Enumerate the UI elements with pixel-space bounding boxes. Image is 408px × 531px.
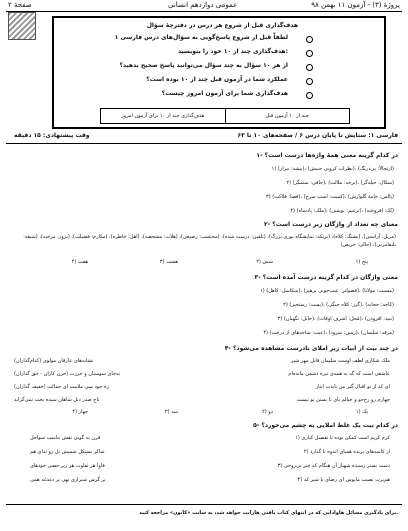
footer-divider	[6, 504, 402, 505]
bullet-circle	[306, 64, 313, 71]
option: ۴) (عیب: شاخه‌های از درخت)، (زمین: سرود)، (مرقد: سلیمان)	[263, 330, 394, 336]
choice: ۲) شش	[256, 259, 273, 265]
goal-table	[100, 108, 350, 124]
poem-line-left: فاوا هر تفاوت هر زیر خصی خودهای	[30, 463, 105, 469]
poem-line-right: ملک شکاری لطف اوست سلیمان قابل مهر شیر	[290, 358, 390, 364]
question-3: ۳- معنی واژگان در کدام گزینه درست آمده است؟	[254, 274, 398, 281]
question-2-words: (مربل: آراستن)، (بشنگ: کلاه)، (برتکه: نمایشگاه نوری بزرگ)، (تلقین: درست شده)، (محتسب: رضیعی)، (هلات: مشخصه)، (اهل: خاطره)، (مکارم: فضیلت)، (بروز: مرخیه)، (شبقه: بلنقامرتی)، (حالی: حریص)	[23, 234, 396, 248]
project-title: پروژهٔ (۳) - آزمون ۱۱ بهمن ۹۸	[311, 1, 400, 9]
option: ۳) (حایل: نگهبان)، (مُحل: اشرف اوقات)، (نبیه: افزودن)	[277, 316, 394, 322]
bullet-circle	[306, 92, 313, 99]
poem-line-right: ۱) کرم کریم است کمکن بوده تا تفصیل کیاری	[295, 435, 390, 441]
question-2: ۲- معنای چه تعداد از واژگان زیر درست است؟	[263, 221, 398, 228]
choice: ۴) چهار	[72, 409, 88, 415]
choice: ۱) پنج	[355, 259, 368, 265]
choice: ۴) هفت	[71, 259, 88, 265]
goal-line: عملکرد شما در آزمون قبل چند از ۱۰ بوده است؟	[146, 76, 288, 83]
poem-line-left: شاکر بستکل شمیش تل رو ندای هم	[30, 449, 105, 455]
footnote: برای یادگیری مسائل هاوادایی که در انتهای کتاب یافتی هارایت خواهد شد، به سایت «کانون» مراجعه کنید.	[139, 510, 398, 516]
poem-line-right: چهارم رو رخ‌حو و خیالم پای تا بستن تو نیست	[296, 397, 390, 403]
section-header: فارسی ۱: ستایش تا پایان درس ۶ / صفحه‌های ۱۰ تا ۶۳	[237, 132, 398, 139]
poem-line-right: عاشقی است که گه به همه‌ی تیره دشمن مانده‌ام	[288, 371, 390, 377]
poem-line-left: نشانه‌های عارفان مولوی (کدام‌گذاران)	[14, 358, 94, 364]
goal-box-title: هدف‌گذاری قبل از شروع هر درس در دفترچهٔ سؤال	[146, 22, 298, 29]
header-divider	[6, 11, 402, 12]
bullet-circle	[306, 36, 313, 43]
poem-line-right: ۲) از کاسه‌های پرنده همپای اندوه تا گذارد	[303, 449, 390, 455]
suggested-time: وقت پیشنهادی: ۱۵ دقیقه	[14, 132, 90, 139]
choice: ۳) سه	[164, 409, 178, 415]
bullet-circle	[306, 78, 313, 85]
goal-line: لطفاً قبل از شروع پاسخ‌گویی به سؤال‌های درس فارسی ۱	[114, 34, 288, 41]
question-4: ۴- در چند بیت از ابیات زیر املای نادرست مشاهده می‌شود؟	[224, 345, 398, 352]
option: ۴) (ملک: پادشاه)، (ترغیم: نوشتن)، (بُک: افروخته)	[290, 208, 394, 214]
option: ۱) (بیشه: بیزار)، (نظرات کرویی جنبش)، (ارتجالاً: بی‌درنگ)	[271, 166, 394, 172]
poem-line-left: به‌جای سوسنان و حزرت (حزن کاران - حق گذاران)	[14, 371, 121, 377]
choice: ۳) هشت	[159, 259, 178, 265]
poem-line-right: ای که از تو اقبال گیر من بایدت ایثار	[315, 384, 390, 390]
goal-line: هدف‌گذاری چند از ۱۰ خود را بنویسید:	[178, 48, 288, 55]
exam-track: عمومی دوازدهم انسانی	[168, 1, 238, 9]
poem-line-left: بر گرس شبرازی تهی پر دغدغه همی	[30, 477, 106, 483]
choice: ۱) یک	[355, 409, 368, 415]
option: ۳) (قضا: فلاکت)، (کمیت: اسب سرخ)، (پالس: جامهٔ گلوارش)	[266, 194, 394, 200]
page-number: صفحهٔ ۲	[8, 1, 32, 9]
bullet-circle	[306, 50, 313, 57]
goal-line: هدف‌گذاری شما برای آزمون امروز چیست؟	[161, 90, 288, 97]
option: ۲) (جافی: ستمگر)، (برخه: ملالت)، (سکال: حیله‌گر)	[286, 180, 394, 186]
poem-line-right: ۴) هم‌برت نصیب مایوس ای رضای با شیر که	[297, 477, 390, 483]
goal-table-cell: چند از ۱۰ آزمون قبل	[225, 109, 350, 123]
section-divider	[6, 143, 402, 144]
poem-line-left: زه جود سی ملامت ای جمالت (خفیف گذاران)	[14, 384, 109, 390]
option: ۱) (متکاسل: کاهل)، (فضولتر: عیب‌جویی پرهیز)، (مسبب: مولانا)	[260, 288, 394, 294]
poem-line-right: ۳) دست بستر رسیده شهناز آن هنگام که چیر بی‌روحی	[277, 463, 390, 469]
question-5: ۵- در کدام بیت یک غلط املایی به چشم می‌خورد؟	[253, 422, 398, 429]
goal-line: از هر ۱۰ سؤال به چند سؤال می‌توانید پاسخ صحیح بدهید؟	[119, 62, 288, 69]
choice: ۲) دو	[262, 409, 273, 415]
kanoon-logo-icon	[8, 12, 36, 40]
option: ۲) (بست: رستخیز)، (گرز: کلاه جنگی)، (کاجه: حجابه)	[283, 302, 394, 308]
poem-line-left: تاج صدر دیل شاهان سیده بخت نمی‌گراید	[14, 397, 100, 403]
poem-line-left: قرن به گویی نقش تناسب سواحل	[30, 435, 101, 441]
question-1: ۱- در کدام گزینه معنی همهٔ واژه‌ها درست است؟	[256, 152, 398, 159]
goal-table-cell: هدف‌گذاری چند از ۱۰ برای آزمون امروز	[121, 113, 205, 119]
